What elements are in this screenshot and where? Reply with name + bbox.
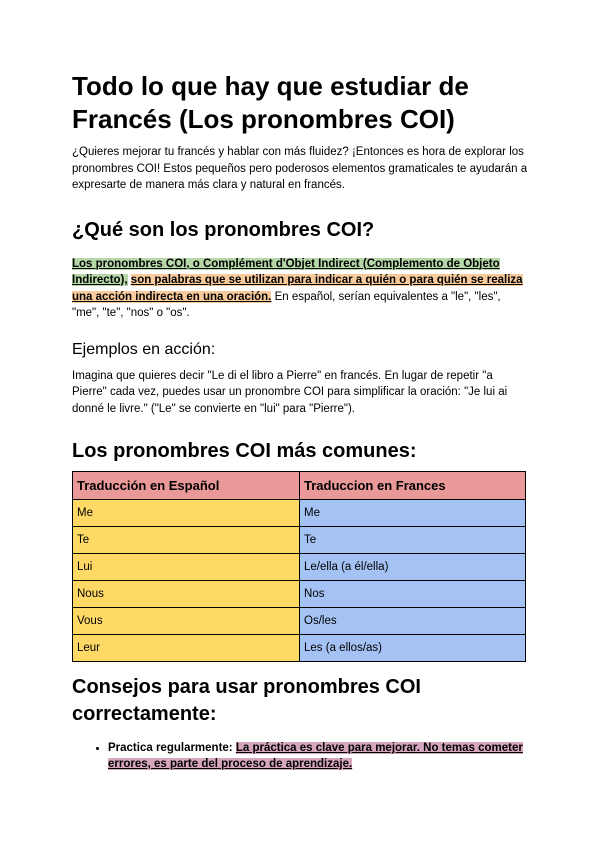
document-page xyxy=(72,70,528,772)
table-row xyxy=(73,581,526,608)
page-title: Todo lo que hay que estudiar de Francés (Los pronombres COI) xyxy=(72,71,469,134)
section-heading-common: Los pronombres COI más comunes: xyxy=(72,440,417,462)
intro-paragraph: ¿Quieres mejorar tu francés y hablar con más fluidez? ¡Entonces es hora de explorar los pronombres COI! Estos pequeños pero poderosos elementos gramaticales te ayudarán a expresarte de manera más clara y natural en francés. xyxy=(72,146,528,191)
table-row xyxy=(73,608,526,635)
table-cell-french: Les (a ellos/as) xyxy=(300,635,526,662)
table-cell-french: Le/ella (a él/ella) xyxy=(300,554,526,581)
table-cell-french: Os/les xyxy=(300,608,526,635)
pronouns-table xyxy=(72,471,526,662)
table-cell-spanish: Nous xyxy=(73,581,300,608)
list-item xyxy=(108,740,528,772)
tip-text-highlight: La práctica es clave para mejorar. No temas cometer errores, es parte del proceso de aprendizaje. xyxy=(108,742,523,770)
section-heading-what-are: ¿Qué son los pronombres COI? xyxy=(72,218,375,241)
table-cell-spanish: Te xyxy=(73,527,300,554)
table-header-french: Traduccion en Frances xyxy=(300,472,526,500)
table-header-row xyxy=(73,472,526,500)
table-row xyxy=(73,635,526,662)
definition-paragraph xyxy=(72,256,528,322)
table-cell-spanish: Leur xyxy=(73,635,300,662)
tip-label: Practica regularmente: xyxy=(108,742,233,754)
examples-paragraph: Imagina que quieres decir "Le di el libro a Pierre" en francés. En lugar de repetir "a Pierre" cada vez, puedes usar un pronombre COI para simplificar la oración: "Je lui ai donné le livre." ("Le" se convierte en "lui" para "Pierre"). xyxy=(72,369,508,415)
definition-term-highlight: Los pronombres COI, o Complément d'Objet Indirect (Complemento de Objeto Indirecto), xyxy=(72,257,500,286)
definition-rest: En español, serían equivalentes a "le", "les", "me", "te", "nos" o "os". xyxy=(72,290,501,319)
table-cell-spanish: Me xyxy=(73,500,300,527)
table-cell-spanish: Lui xyxy=(73,554,300,581)
table-cell-french: Nos xyxy=(300,581,526,608)
section-heading-examples: Ejemplos en acción: xyxy=(72,340,216,358)
definition-explanation-highlight: son palabras que se utilizan para indicar a quién o para quién se realiza una acción indirecta en una oración. xyxy=(72,274,523,303)
tips-list xyxy=(72,740,528,772)
section-heading-tips: Consejos para usar pronombres COI correctamente: xyxy=(72,676,421,725)
table-cell-spanish: Vous xyxy=(73,608,300,635)
table-row xyxy=(73,500,526,527)
table-row xyxy=(73,554,526,581)
table-row xyxy=(73,527,526,554)
table-cell-french: Te xyxy=(300,527,526,554)
table-header-spanish: Traducción en Español xyxy=(73,472,300,500)
table-cell-french: Me xyxy=(300,500,526,527)
